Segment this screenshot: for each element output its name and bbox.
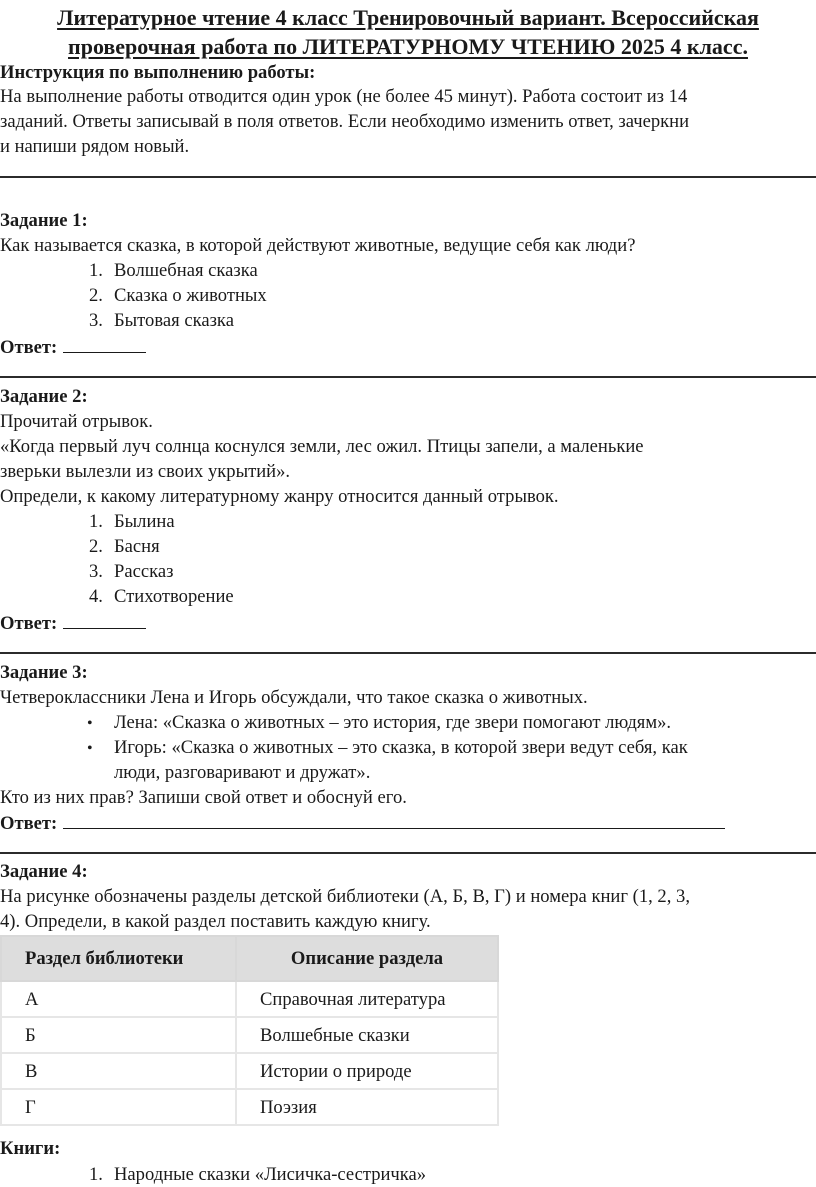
section-divider	[0, 376, 816, 378]
task-3-intro: Четвероклассники Лена и Игорь обсуждали, что такое сказка о животных.	[0, 687, 588, 708]
table-row	[1, 981, 498, 1017]
section-letter: В	[1, 1053, 236, 1089]
section-letter: Б	[1, 1017, 236, 1053]
task-3-heading: Задание 3:	[0, 662, 88, 683]
section-description: Волшебные сказки	[236, 1017, 498, 1053]
task-2-excerpt-line-2: зверьки вылезли из своих укрытий».	[0, 461, 291, 482]
task-1-option-2[interactable]: 2. Сказка о животных	[89, 285, 267, 306]
task-1-answer-field[interactable]	[63, 334, 146, 353]
task-3-bullet-2: • Игорь: «Сказка о животных – это сказка, в которой звери ведут себя, как	[87, 735, 688, 761]
table-row	[1, 1053, 498, 1089]
column-header-description: Описание раздела	[236, 936, 498, 981]
task-3-question: Кто из них прав? Запиши свой ответ и обоснуй его.	[0, 787, 407, 808]
answer-label: Ответ:	[0, 337, 58, 358]
task-2-heading: Задание 2:	[0, 386, 88, 407]
instructions-line-1: На выполнение работы отводится один урок (не более 45 минут). Работа состоит из 14	[0, 86, 688, 107]
book-item-1: 1. Народные сказки «Лисичка-сестричка»	[89, 1164, 427, 1185]
instructions-line-3: и напиши рядом новый.	[0, 136, 190, 157]
task-2-option-3[interactable]: 3. Рассказ	[89, 561, 174, 582]
task-4-heading: Задание 4:	[0, 861, 88, 882]
task-2-intro: Прочитай отрывок.	[0, 411, 153, 432]
instructions-line-2: заданий. Ответы записывай в поля ответов. Если необходимо изменить ответ, зачеркни	[0, 111, 690, 132]
column-header-section: Раздел библиотеки	[1, 936, 236, 981]
task-1-heading: Задание 1:	[0, 210, 88, 231]
task-1-answer-row	[0, 334, 146, 360]
task-3-answer-row	[0, 810, 725, 836]
section-description: Справочная литература	[236, 981, 498, 1017]
table-header-row	[1, 936, 498, 981]
section-divider	[0, 176, 816, 178]
task-2-answer-field[interactable]	[63, 610, 146, 629]
task-2-option-1[interactable]: 1. Былина	[89, 511, 175, 532]
title-line-1: Литературное чтение 4 класс Тренировочный вариант. Всероссийская	[57, 5, 759, 30]
section-divider	[0, 652, 816, 654]
instructions-heading: Инструкция по выполнению работы:	[0, 62, 316, 83]
section-description: Истории о природе	[236, 1053, 498, 1089]
answer-label: Ответ:	[0, 813, 58, 834]
library-sections-table	[0, 935, 499, 1126]
section-letter: А	[1, 981, 236, 1017]
title-line-2: проверочная работа по ЛИТЕРАТУРНОМУ ЧТЕНИЮ 2025 4 класс.	[68, 34, 748, 59]
answer-label: Ответ:	[0, 613, 58, 634]
task-2-option-4[interactable]: 4. Стихотворение	[89, 586, 234, 607]
bullet-icon: •	[87, 740, 93, 757]
task-2-excerpt-line-1: «Когда первый луч солнца коснулся земли, лес ожил. Птицы запели, а маленькие	[0, 436, 644, 457]
table-row	[1, 1017, 498, 1053]
task-1-option-3[interactable]: 3. Бытовая сказка	[89, 310, 234, 331]
books-heading: Книги:	[0, 1138, 61, 1159]
section-letter: Г	[1, 1089, 236, 1125]
task-4-intro-line-2: 4). Определи, в какой раздел поставить каждую книгу.	[0, 911, 431, 932]
page-title	[0, 3, 816, 61]
section-description: Поэзия	[236, 1089, 498, 1125]
task-2-question: Определи, к какому литературному жанру относится данный отрывок.	[0, 486, 559, 507]
section-divider	[0, 852, 816, 854]
task-3-bullet-1: • Лена: «Сказка о животных – это история, где звери помогают людям».	[87, 710, 671, 736]
task-4-intro-line-1: На рисунке обозначены разделы детской библиотеки (А, Б, В, Г) и номера книг (1, 2, 3,	[0, 886, 690, 907]
task-1-question: Как называется сказка, в которой действуют животные, ведущие себя как люди?	[0, 235, 636, 256]
task-1-option-1[interactable]: 1. Волшебная сказка	[89, 260, 258, 281]
task-2-option-2[interactable]: 2. Басня	[89, 536, 160, 557]
table-row	[1, 1089, 498, 1125]
task-2-answer-row	[0, 610, 146, 636]
task-3-answer-field[interactable]	[63, 810, 725, 829]
task-3-bullet-2-cont: люди, разговаривают и дружат».	[114, 762, 371, 783]
bullet-icon: •	[87, 715, 93, 732]
